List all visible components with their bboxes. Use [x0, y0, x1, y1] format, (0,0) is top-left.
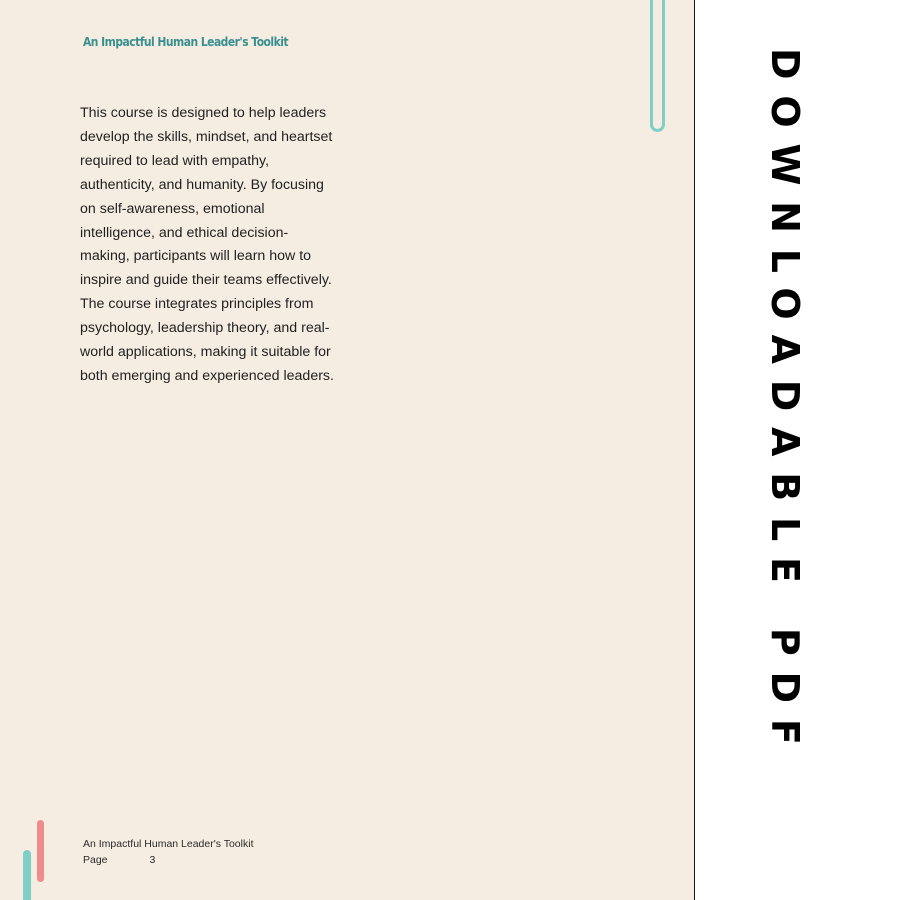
body-line: intelligence, and ethical decision- — [80, 224, 289, 241]
page-number: 3 — [149, 854, 156, 866]
body-line: inspire and guide their teams effectively. — [80, 272, 332, 289]
page-header-title: An Impactful Human Leader's Toolkit — [83, 34, 289, 49]
footer-title: An Impactful Human Leader's Toolkit — [83, 838, 254, 850]
footer-page-indicator — [83, 854, 155, 866]
body-line: authenticity, and humanity. By focusing — [80, 176, 324, 193]
body-line: The course integrates principles from — [80, 296, 314, 313]
pink-accent-bar — [37, 820, 44, 882]
course-description — [80, 102, 334, 389]
paperclip-decoration — [650, 0, 665, 132]
body-line: develop the skills, mindset, and heartset — [80, 128, 333, 145]
teal-accent-bar — [23, 850, 31, 900]
body-line: required to lead with empathy, — [80, 152, 270, 169]
downloadable-pdf-banner: DOWNLOADABLE PDF — [763, 48, 807, 761]
body-line: making, participants will learn how to — [80, 248, 312, 265]
body-line: on self-awareness, emotional — [80, 200, 265, 217]
page-label: Page — [83, 854, 108, 866]
body-line: both emerging and experienced leaders. — [80, 367, 334, 384]
body-line: world applications, making it suitable for — [80, 344, 331, 361]
body-line: psychology, leadership theory, and real- — [80, 320, 330, 337]
body-line: This course is designed to help leaders — [80, 105, 327, 121]
